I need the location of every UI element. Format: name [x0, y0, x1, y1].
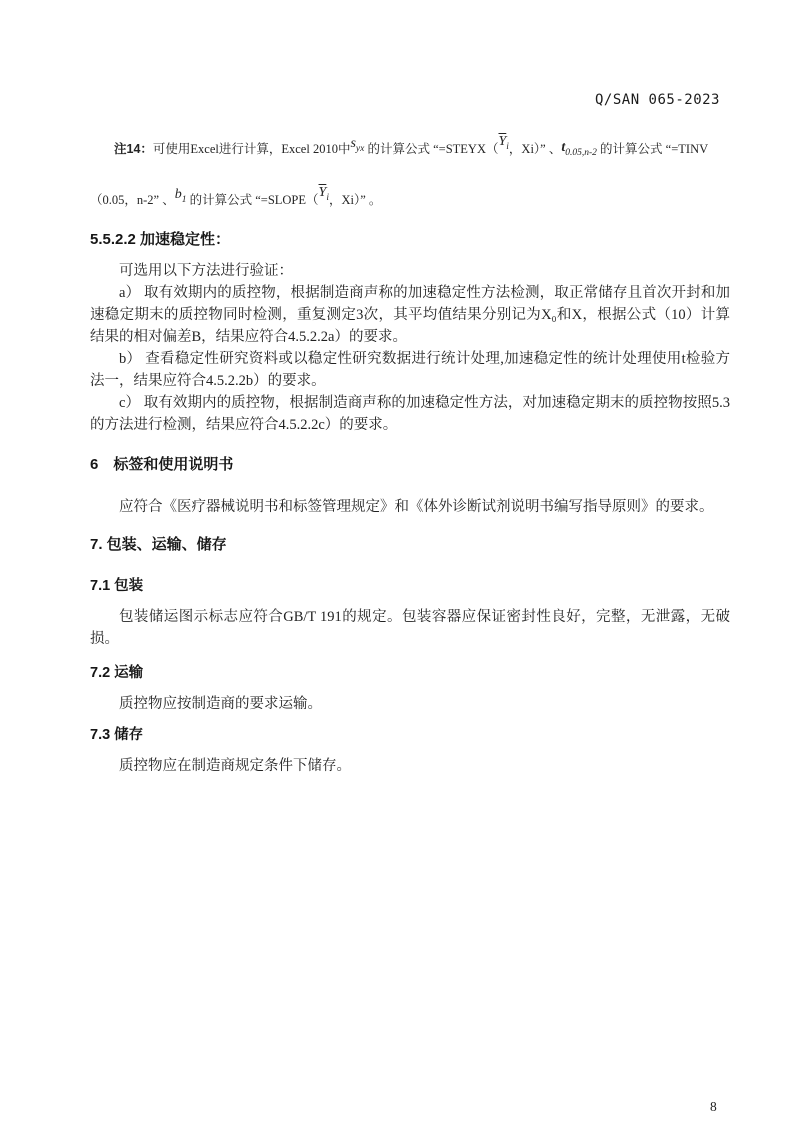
formula-ybar	[319, 173, 329, 218]
note-text: （0.05，n-2” 、	[90, 192, 175, 207]
page-number: 8	[710, 1099, 717, 1114]
note-14-line-1	[90, 122, 730, 173]
formula-t	[561, 128, 597, 173]
heading-7-3: 7.3 储存	[90, 726, 144, 743]
note-text: ，Xi）” 、	[508, 142, 562, 156]
paragraph-intro: 可选用以下方法进行验证：	[119, 262, 293, 279]
list-item-c: c） 取有效期内的质控物，根据制造商声称的加速稳定性方法，对加速稳定期末的质控物按照5.3的方法进行检测，结果应符合4.5.2.2c）的要求。	[90, 394, 730, 433]
section-6-body: 应符合《医疗器械说明书和标签管理规定》和《体外诊断试剂说明书编写指导原则》的要求。	[119, 498, 714, 515]
formula-syx	[350, 124, 364, 169]
section-7-2-body: 质控物应按制造商的要求运输。	[119, 695, 322, 712]
formula-ybar	[498, 122, 508, 167]
doc-code: Q/SAN 065-2023	[594, 92, 720, 108]
note-text: ，Xi）” 。	[328, 192, 382, 207]
formula-t-sub: 0.05,n-2	[565, 147, 597, 158]
formula-ybar-base: $\overline{Y}$	[318, 184, 327, 200]
formula-b1-base: b	[174, 186, 182, 202]
note-14	[90, 122, 730, 220]
section-5-5-2-2-body	[90, 260, 730, 436]
note-text: 的计算公式 “=SLOPE（	[186, 192, 319, 207]
list-item-a: a） 取有效期内的质控物，根据制造商声称的加速稳定性方法检测，取正常储存且首次开封和加速稳定期末的质控物同时检测，重复测定3次，其平均值结果分别记为X₀和X，根据公式（10）计算结果的相对偏差B，结果应符合4.5.2.2a）的要求。	[90, 284, 730, 345]
formula-t-base: t	[561, 140, 566, 155]
formula-syx-base: s	[350, 136, 356, 151]
heading-5-5-2-2: 5.5.2.2 加速稳定性：	[90, 230, 231, 248]
note-14-line-2	[90, 173, 730, 220]
note-label: 注14：	[114, 142, 153, 156]
formula-syx-sub: yx	[355, 143, 365, 154]
section-7-1-body: 包装储运图示标志应符合GB/T 191的规定。包装容器应保证密封性良好，完整，无泄露，无破损。	[90, 608, 730, 647]
formula-b1	[175, 175, 187, 220]
heading-7-1: 7.1 包装	[90, 577, 144, 594]
section-7-3-body: 质控物应在制造商规定条件下储存。	[119, 757, 351, 774]
heading-6: 6 标签和使用说明书	[90, 455, 234, 473]
formula-ybar-base: $\overline{Y}$	[498, 134, 507, 149]
formula-ybar-sub: i	[506, 141, 509, 152]
heading-7-2: 7.2 运输	[90, 664, 144, 681]
list-item-b: b） 查看稳定性研究资料或以稳定性研究数据进行统计处理,加速稳定性的统计处理使用t检验方法一，结果应符合4.5.2.2b）的要求。	[90, 350, 730, 389]
note-text: 的计算公式 “=TINV	[596, 142, 709, 156]
formula-ybar-sub: i	[326, 192, 329, 203]
formula-b1-sub: 1	[181, 194, 187, 205]
page-header	[90, 0, 730, 108]
note-text: 可使用Excel进行计算，Excel 2010中	[152, 142, 351, 156]
note-text: 的计算公式 “=STEYX（	[364, 142, 499, 156]
heading-7: 7. 包装、运输、储存	[90, 535, 227, 553]
